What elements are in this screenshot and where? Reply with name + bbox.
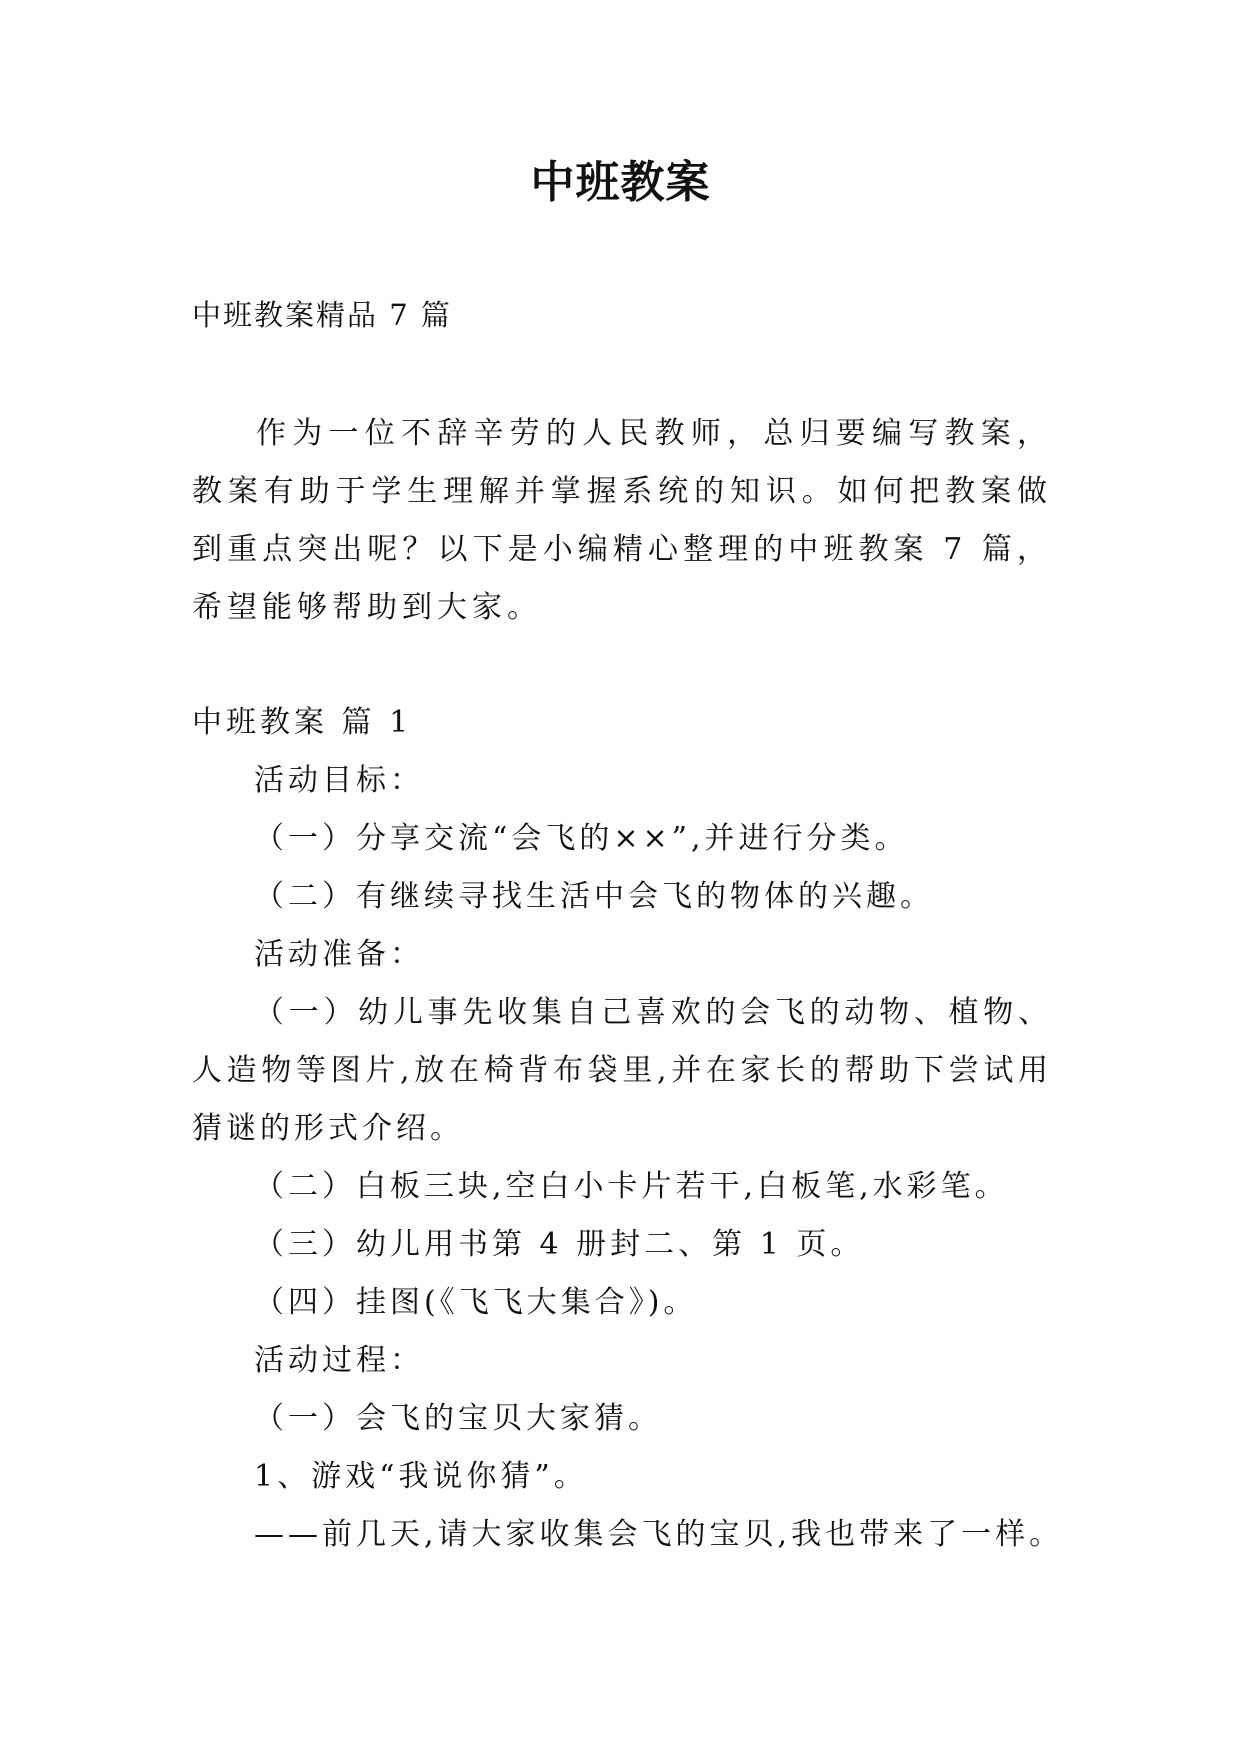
paragraph-activity-prep-label: 活动准备： <box>254 937 424 972</box>
paragraph-process-1-dialogue: ——前几天,请大家收集会飞的宝贝,我也带来了一样。 <box>254 1517 1064 1552</box>
paragraph-goal-1: （一）分享交流“会飞的××”,并进行分类。 <box>254 821 909 856</box>
paragraph-prep-2: （二）白板三块,空白小卡片若干,白板笔,水彩笔。 <box>254 1169 1009 1204</box>
document-subtitle: 中班教案精品 7 篇 <box>192 298 452 332</box>
paragraph-activity-goals-label: 活动目标： <box>254 763 424 798</box>
paragraph-goal-2: （二）有继续寻找生活中会飞的物体的兴趣。 <box>254 879 934 914</box>
section-1 <box>192 694 1082 1564</box>
paragraph-activity-process-label: 活动过程： <box>254 1343 424 1378</box>
paragraph-prep-4: （四）挂图(《飞飞大集合》)。 <box>254 1285 698 1320</box>
paragraph-process-1: （一）会飞的宝贝大家猜。 <box>254 1401 662 1436</box>
document-title: 中班教案 <box>530 157 711 208</box>
paragraph-prep-3: （三）幼儿用书第 4 册封二、第 1 页。 <box>254 1227 865 1262</box>
paragraph-prep-1: （一）幼儿事先收集自己喜欢的会飞的动物、植物、人造物等图片,放在椅背布袋里,并在家长的帮助下尝试用猜谜的形式介绍。 <box>192 995 1052 1146</box>
intro-paragraph: 作为一位不辞辛劳的人民教师，总归要编写教案，教案有助于学生理解并掌握系统的知识。如何把教案做到重点突出呢？以下是小编精心整理的中班教案 7 篇，希望能够帮助到大家。 <box>192 416 1052 625</box>
paragraph-process-1-1: 1、游戏“我说你猜”。 <box>254 1459 588 1494</box>
section-heading: 中班教案 篇 1 <box>192 705 413 740</box>
